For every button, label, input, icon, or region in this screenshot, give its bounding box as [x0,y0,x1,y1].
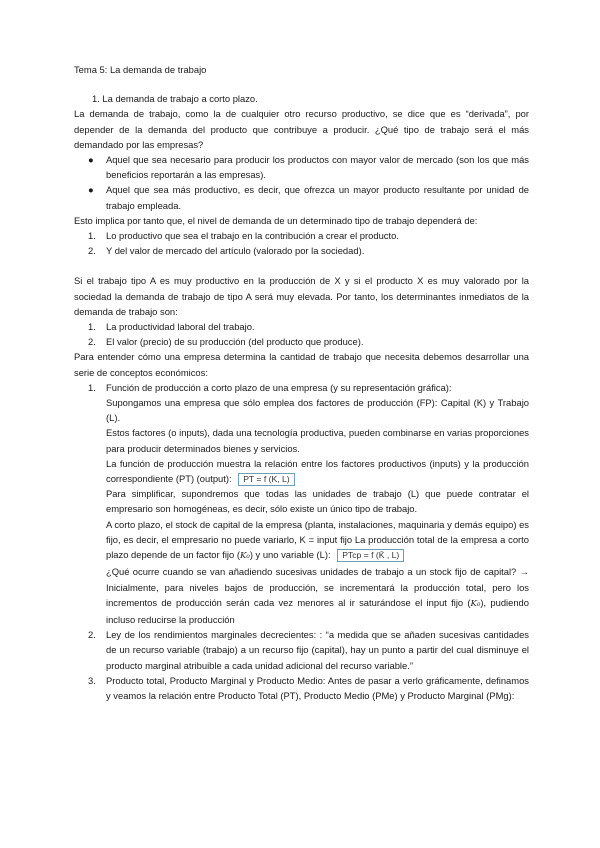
para-paragraph: Para entender cómo una empresa determina la cantidad de trabajo que necesita debemos desarrollar una serie de conceptos económicos: [74,351,529,378]
section-heading: 1. La demanda de trabajo a corto plazo. [92,93,258,105]
list-item: 1. Lo productivo que sea el trabajo en la contribución a crear el producto. [88,230,399,242]
intro-paragraph: La demanda de trabajo, como la de cualquier otro recurso productivo, se dice que es “derivada”, por depender de la demanda del producto que contribuye a producir. ¿Qué tipo de trabajo será el más demandado por las empresas? [74,108,529,150]
bullet-icon: ● [88,184,94,196]
question-bullets [74,152,529,213]
list-item: 2. Ley de los rendimientos marginales decrecientes: : “a medida que se añaden sucesivas cantidades de un recurso variable (trabajo) a un recurso fijo (capital), hay un punto a partir del cual disminuye el producto marginal atribuible a cada unidad adicional del recurso variable.” [88,629,529,671]
section2-intro: Si el trabajo tipo A es muy productivo en la producción de X y si el producto X es muy valorado por la sociedad la demanda de trabajo de tipo A será muy elevada. Por tanto, los determinantes inmediatos de la demanda de trabajo son: [74,275,529,317]
production-function-formula: PT = f (K, L) [238,473,294,486]
list-item: ● Aquel que sea más productivo, es decir, que ofrezca un mayor producto resultante por unidad de trabajo empleada. [74,182,529,212]
list-item: 1. Función de producción a corto plazo de una empresa (y su representación gráfica): Supongamos una empresa que sólo emplea dos factores de producción (FP): Capital (K) y Trabajo (L). Estos factores (o inputs), dada una tecnología productiva, pueden combinarse en varias proporciones para producir determinados bienes y servicios. La función de producción muestra la relación entre los factores productivos (inputs) y la producción correspondiente (PT) (output): PT = f (K, L) Para simplificar, supondremos que todas las unidades de trabajo (L) que puede contratar el empresario son homogéneas, es decir, sólo existe un único tipo de trabajo. A corto plazo, el stock de capital de la empresa (planta, instalaciones, maquinaria y demás equipo) es fijo, es decir, el empresario no puede variarlo, K = input fijo La producción total de la empresa a corto plazo depende de un factor fijo (K₀) y uno variable (L): PTcp = f (K̄ , L) ¿Qué ocurre cuando se van añadiendo sucesivas unidades de trabajo a un stock fijo de capital? → Inicialmente, para niveles bajos de producción, se incrementará la producción total, pero los incrementos de producción serán cada vez menores al ir saturándose el input fijo (K₀), pudiendo incluso reducirse la producción [88,381,529,625]
list-item: 2. El valor (precio) de su producción (del producto que produce). [88,336,364,348]
concept-title: Función de producción a corto plazo de una empresa (y su representación gráfica): [106,381,452,393]
depends-list [74,228,529,258]
list-item: 3. Producto total, Producto Marginal y Producto Medio: Antes de pasar a verlo gráficamente, definamos y veamos la relación entre Producto Total (PT), Producto Medio (PMe) y Producto Marginal (PMg): [88,674,529,701]
list-item: 2. Y del valor de mercado del artículo (valorado por la sociedad). [88,245,365,257]
implica-paragraph: Esto implica por tanto que, el nivel de demanda de un determinado tipo de trabajo dependerá de: [74,214,478,226]
short-run-formula: PTcp = f (K̄ , L) [337,549,404,562]
concepts-list [74,380,529,703]
bullet-icon: ● [88,154,94,166]
page-title: Tema 5: La demanda de trabajo [74,64,207,75]
determinants-list [74,319,529,349]
list-item: 1. La productividad laboral del trabajo. [88,321,255,333]
list-item: ● Aquel que sea necesario para producir los productos con mayor valor de mercado (son los que más beneficios reportarán a las empresas). [74,152,529,182]
document-page [74,62,529,703]
